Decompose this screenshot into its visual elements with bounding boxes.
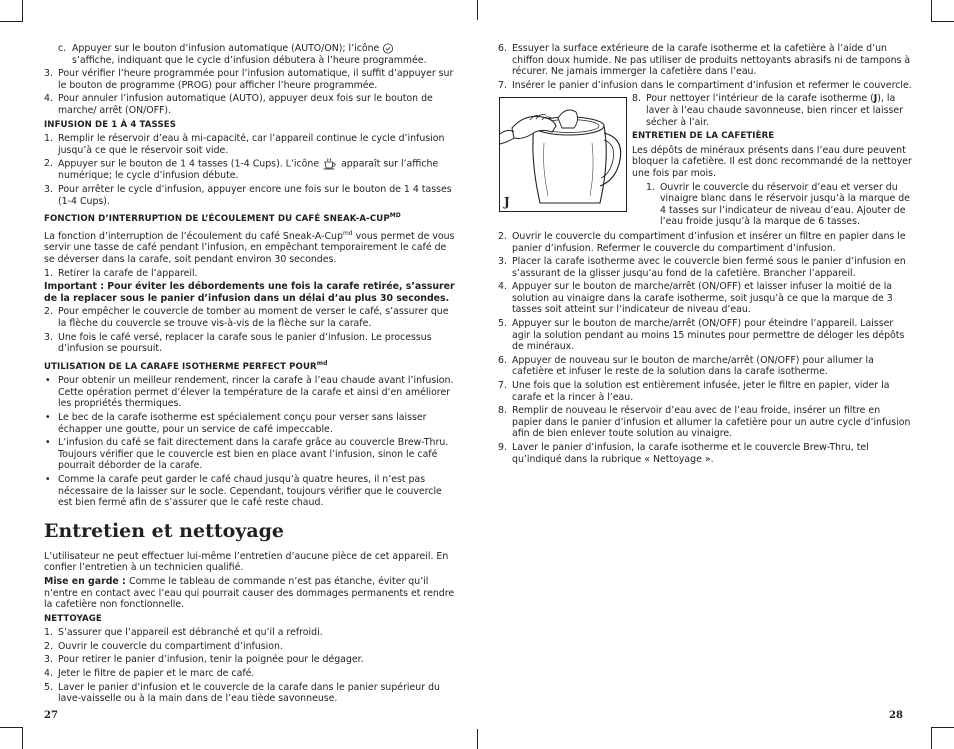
page-number: 28 [889,710,903,721]
list-item: 2. Pour empêcher le couvercle de tomber au moment de verser le café, s’assurer que la flèche du couvercle se trouve vis-à-vis de la flèche sur la carafe. [44,306,449,329]
list-item: 5. Appuyer sur le bouton de marche/arrêt (ON/OFF) pour éteindre l’appareil. Laisser agir la solution pendant au moins 15 minutes pour permettre de déloger les dépôts de minéraux. [498,318,905,353]
list-item: 1. Ouvrir le couvercle du réservoir d’eau et verser du vinaigre blanc dans le réservoir jusqu’à la marque de 4 tasses sur l’indicateur de niveau d’eau. Ajouter de l’eau froide jusqu’à la marque de 6 tasses. [646,181,910,228]
bullet-item: • L’infusion du café se fait directement dans la carafe grâce au couvercle Brew-Thru. Toujours vérifier que le couvercle est bien en place avant l’infusion, sinon le café pourrait déborder de la carafe. [45,437,449,472]
section-heading: UTILISATION DE LA CARAFE ISOTHERME PERFECT $POUR^{md}$ [44,359,328,372]
list-item: 7. Insérer le panier d’infusion dans le compartiment d’infusion et refermer le couvercle. [498,79,912,91]
carafe-cleaning-illustration [499,97,627,212]
list-item: 8. Remplir de nouveau le réservoir d’eau avec de l’eau froide, insérer un filtre en papier dans le panier d’infusion et allumer la cafetière pour un autre cycle d’infusion afin de bien enlever toute solution au vinaigre. [498,405,911,440]
left-column [44,43,458,707]
paragraph: Les dépôts de minéraux présents dans l’eau dure peuvent bloquer la cafetière. Il est donc recommandé de la nettoyer une fois par mois. [632,144,912,179]
list-item: 1. Retirer la carafe de l’appareil. [44,267,198,279]
list-item: 2. Appuyer sur le bouton de 1 4 tasses (1-4 Cups). L’icône apparaît sur l’affiche numérique; le cycle d’infusion débute. [44,158,439,182]
crop-mark [931,727,932,749]
important-note: Important : Pour éviter les débordements une fois la carafe retirée, s’assurer de la replacer sous le panier d’infusion dans un délai d’au plus 30 secondes. [44,281,455,304]
section-title: Entretien et nettoyage [44,519,285,542]
list-item: 3. Pour arrêter le cycle d’infusion, appuyer encore une fois sur le bouton de 1 4 tasses (1-4 Cups). [44,184,452,207]
crop-mark [931,0,932,22]
section-heading: INFUSION DE 1 À 4 TASSES [44,119,176,130]
list-item: 3. Placer la carafe isotherme avec le couvercle bien fermé sous le panier d’infusion en s’assurant de la glisser jusqu’au fond de la cafetière. Brancher l’appareil. [498,256,906,279]
list-item: 7. Une fois que la solution est entièrement infusée, jeter le filtre en papier, vider la carafe et la rincer à l’eau. [498,380,890,403]
fold-mark [477,729,478,749]
list-item: 5. Laver le panier d’infusion et le couvercle de la carafe dans le panier supérieur du lave-vaisselle ou à la main dans de l’eau tiède savonneuse. [44,681,440,705]
list-item: 1. Remplir le réservoir d’eau à mi-capacité, car l’appareil continue le cycle d’infusion jusqu’à ce que le réservoir soit vide. [44,133,445,156]
list-item: 6. Appuyer de nouveau sur le bouton de marche/arrêt (ON/OFF) pour allumer la cafetière et infuser le reste de la solution dans la carafe isotherme. [498,354,874,378]
crop-mark [22,0,23,22]
list-item: 9. Laver le panier d’infusion, la carafe isotherme et le couvercle Brew-Thru, tel qu’indiqué dans la rubrique « Nettoyage ». [498,442,869,465]
list-item: 8. Pour nettoyer l’intérieur de la carafe isotherme (J), la laver à l’eau chaude savonneuse, bien rincer et laisser sécher à l’air. [632,93,904,128]
list-item: c. Appuyer sur le bouton d’infusion automatique (AUTO/ON); l’icône s’affiche, indiquant que le cycle d’infusion débutera à l’heure programmée. [58,43,427,66]
list-item: 4. Jeter le filtre de papier et le marc de café. [44,668,255,680]
cup-icon [322,158,338,170]
list-item: 2. Ouvrir le couvercle du compartiment d’infusion et insérer un filtre en papier dans le panier d’infusion. Refermer le couvercle du compartiment d’infusion. [498,230,906,254]
bullet-item: • Comme la carafe peut garder le café chaud jusqu’à quatre heures, il n’est pas nécessaire de la laisser sur le socle. Cependant, toujours vérifier que le couvercle est bien fermé afin de s’assurer que le café reste chaud. [45,473,442,509]
crop-mark [0,727,22,728]
bullet-item: • Le bec de la carafe isotherme est spécialement conçu pour verser sans laisser échapper une goutte, pour un service de café impeccable. [45,411,427,435]
figure-label: J [504,195,510,209]
list-item: 3. Pour retirer le panier d’infusion, tenir la poignée pour le dégager. [44,654,364,666]
section-heading: FONCTION D’INTERRUPTION DE L’ÉCOULEMENT DU CAFÉ SNEAK-$A-CUP^{MD}$ [44,212,401,225]
bullet-item: • Pour obtenir un meilleur rendement, rincer la carafe à l’eau chaude avant l’infusion. Cette opération permet d’élever la température de la carafe et ainsi d’en améliorer les propriétés thermiques. [45,375,454,410]
list-item: 3. Une fois le café versé, replacer la carafe sous le panier d’infusion. Le processus d’infusion se poursuit. [44,331,432,355]
crop-mark [0,21,22,22]
list-item: 6. Essuyer la surface extérieure de la carafe isotherme et la cafetière à l’aide d’un chiffon doux humide. Ne pas utiliser de produits nettoyants abrasifs ni de tampons à récurer. Ne jamais immerger la cafetière dans l’eau. [498,43,911,78]
paragraph: La fonction d’interruption de l’écoulement du café Sneak-A-Cup$^{md}$ vous permet de vous servir une tasse de café pendant l’infusion, en empêchant temporairement le café de se déverser dans la carafe, soit pendant environ 30 secondes. [44,229,455,265]
crop-mark [22,727,23,749]
paragraph: L’utilisateur ne peut effectuer lui-même l’entretien d’aucune pièce de cet appareil. En confier l’entretien à un technicien qualifié. [44,550,449,574]
list-item: 3. Pour vérifier l’heure programmée pour l’infusion automatique, il suffit d’appuyer sur le bouton de programme (PROG) pour afficher l’heure programmée. [44,68,454,91]
section-heading: NETTOYAGE [44,613,102,624]
list-item: 4. Appuyer sur le bouton de marche/arrêt (ON/OFF) et laisser infuser la moitié de la solution au vinaigre dans la carafe isotherme, soit jusqu’à ce que la marque de 3 tasses soit atteint sur l’indicateur de niveau d’eau. [498,281,893,316]
warning-note: Mise en garde : Comme le tableau de commande n’est pas étanche, éviter qu’il n’entre en contact avec l’eau qui pourrait causer des dommages permanents et rendre la cafetière non fonctionnelle. [44,575,455,611]
fold-mark [477,0,478,20]
clock-check-icon [382,43,394,54]
list-item: 2. Ouvrir le couvercle du compartiment d’infusion. [44,640,283,652]
page-number: 27 [44,710,58,721]
section-heading: ENTRETIEN DE LA CAFETIÈRE [632,131,775,142]
list-item: 1. S’assurer que l’appareil est débranché et qu’il a refroidi. [44,627,323,639]
crop-mark [932,727,954,728]
carafe-sponge-icon [500,98,626,211]
crop-mark [932,21,954,22]
figure-side-text [632,93,912,228]
list-item: 4. Pour annuler l’infusion automatique (AUTO), appuyer deux fois sur le bouton de marche/ arrêt (ON/OFF). [44,93,433,116]
